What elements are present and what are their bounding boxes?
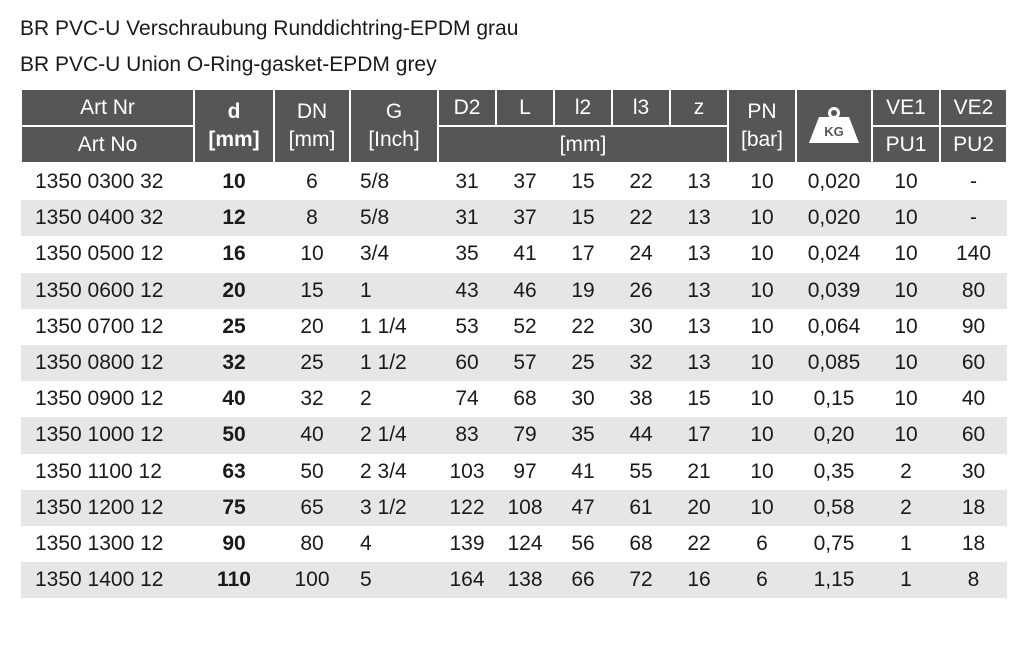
cell-pn: 10: [728, 345, 796, 381]
table-row: [21, 417, 1007, 453]
cell-dn: 80: [300, 531, 324, 555]
cell-ve1: 10: [894, 242, 918, 266]
cell-z: 13: [687, 242, 711, 266]
cell-pn: 10: [750, 170, 774, 194]
header-pn-unit: [bar]: [740, 128, 784, 151]
cell-z: 22: [687, 531, 711, 555]
cell-dn: 50: [300, 459, 324, 483]
cell-g: 2: [360, 387, 372, 411]
cell-l2: 15: [571, 170, 595, 194]
cell-ve2: 18: [940, 490, 1007, 526]
cell-pn: 10: [728, 417, 796, 453]
product-table: [20, 88, 1008, 598]
cell-ve1: 10: [894, 387, 918, 411]
cell-art-no: 1350 0400 32: [21, 200, 194, 236]
cell-d: 10: [222, 170, 246, 194]
cell-l3: 24: [629, 242, 653, 266]
cell-z: 13: [670, 273, 728, 309]
header-art-nr: Art Nr: [21, 89, 194, 126]
cell-dn: 6: [306, 170, 318, 194]
cell-l: 52: [513, 314, 537, 338]
table-row: [21, 345, 1007, 381]
cell-ve1: 10: [894, 314, 918, 338]
cell-l: 138: [496, 562, 554, 598]
cell-l2: 25: [554, 345, 612, 381]
cell-d: 40: [222, 387, 246, 411]
cell-d: 32: [194, 345, 274, 381]
header-pn-label: PN: [747, 100, 777, 123]
cell-ve2: 140: [955, 242, 992, 266]
cell-ve2: 80: [940, 273, 1007, 309]
cell-l3: 61: [612, 490, 670, 526]
cell-pn: 6: [728, 562, 796, 598]
cell-art-no: 1350 0700 12: [35, 314, 164, 338]
cell-dn: 10: [300, 242, 324, 266]
cell-l3: 22: [629, 170, 653, 194]
weight-icon: [807, 107, 861, 145]
cell-ve1: 10: [894, 170, 918, 194]
cell-weight: 0,20: [796, 417, 872, 453]
cell-g: 3 1/2: [350, 490, 438, 526]
table-row: [21, 490, 1007, 526]
cell-ve1: 10: [872, 200, 940, 236]
cell-z: 21: [687, 459, 711, 483]
cell-ve1: 2: [900, 459, 912, 483]
header-weight: [796, 89, 872, 163]
cell-d2: 35: [455, 242, 479, 266]
header-dn-label: DN: [296, 100, 328, 123]
cell-d: 12: [194, 200, 274, 236]
cell-dn: 15: [274, 273, 350, 309]
cell-g: 5/8: [360, 170, 390, 194]
cell-ve1: 10: [872, 345, 940, 381]
cell-g: 2 3/4: [360, 459, 407, 483]
cell-g: 1 1/4: [360, 314, 407, 338]
cell-ve2: 60: [940, 345, 1007, 381]
header-l3: l3: [612, 89, 670, 126]
cell-z: 13: [687, 314, 711, 338]
table-row: [21, 454, 1007, 490]
cell-d2: 31: [438, 200, 496, 236]
cell-ve2: 40: [961, 387, 986, 411]
cell-l3: 38: [629, 387, 653, 411]
cell-dn: 20: [300, 314, 324, 338]
header-d-unit: [mm]: [208, 128, 260, 151]
cell-ve1: 1: [900, 531, 912, 555]
table-row: [21, 236, 1007, 272]
cell-l3: 44: [612, 417, 670, 453]
cell-l: 37: [513, 170, 537, 194]
table-row: [21, 381, 1007, 417]
cell-g: 2 1/4: [350, 417, 438, 453]
cell-l: 108: [496, 490, 554, 526]
cell-d2: 43: [438, 273, 496, 309]
cell-d2: 164: [438, 562, 496, 598]
cell-weight: 0,35: [813, 459, 855, 483]
cell-ve1: 2: [872, 490, 940, 526]
cell-ve2: 18: [961, 531, 986, 555]
cell-l3: 72: [612, 562, 670, 598]
cell-g: 5/8: [350, 200, 438, 236]
cell-d2: 60: [438, 345, 496, 381]
cell-pn: 10: [750, 242, 774, 266]
cell-art-no: 1350 0800 12: [21, 345, 194, 381]
cell-g: 1: [350, 273, 438, 309]
cell-ve2: -: [970, 170, 977, 194]
cell-ve1: 1: [872, 562, 940, 598]
cell-l: 41: [513, 242, 537, 266]
cell-l: 124: [507, 531, 543, 555]
cell-art-no: 1350 1400 12: [21, 562, 194, 598]
cell-d2: 139: [449, 531, 485, 555]
cell-ve2: 30: [961, 459, 986, 483]
cell-l2: 47: [554, 490, 612, 526]
cell-g: 5: [350, 562, 438, 598]
table-row: [21, 562, 1007, 598]
cell-dn: 25: [274, 345, 350, 381]
cell-d2: 103: [449, 459, 485, 483]
cell-l2: 15: [554, 200, 612, 236]
cell-weight: 0,58: [796, 490, 872, 526]
cell-d2: 53: [455, 314, 479, 338]
cell-weight: 0,039: [796, 273, 872, 309]
header-pu2: PU2: [940, 126, 1007, 163]
cell-l2: 41: [571, 459, 595, 483]
cell-l3: 22: [612, 200, 670, 236]
cell-l2: 66: [554, 562, 612, 598]
cell-g: 1 1/2: [350, 345, 438, 381]
cell-weight: 0,75: [813, 531, 855, 555]
cell-d: 25: [222, 314, 246, 338]
table-row: [21, 200, 1007, 236]
cell-weight: 0,085: [796, 345, 872, 381]
table-row: [21, 309, 1007, 345]
cell-d2: 83: [438, 417, 496, 453]
cell-art-no: 1350 0300 32: [35, 170, 164, 194]
cell-z: 13: [670, 345, 728, 381]
header-mm-unit: [mm]: [438, 126, 728, 163]
cell-ve2: 8: [940, 562, 1007, 598]
cell-l: 57: [496, 345, 554, 381]
header-ve2: VE2: [940, 89, 1007, 126]
cell-d: 63: [222, 459, 246, 483]
cell-z: 17: [670, 417, 728, 453]
cell-weight: 0,020: [807, 170, 861, 194]
cell-d: 16: [222, 242, 246, 266]
cell-l: 37: [496, 200, 554, 236]
cell-pn: 10: [728, 273, 796, 309]
cell-g: 3/4: [360, 242, 390, 266]
weight-icon-label: KG: [824, 124, 844, 139]
cell-d: 110: [194, 562, 274, 598]
cell-z: 20: [670, 490, 728, 526]
cell-d: 90: [222, 531, 246, 555]
cell-g: 4: [360, 531, 372, 555]
cell-ve2: -: [940, 200, 1007, 236]
cell-ve2: 90: [961, 314, 986, 338]
cell-art-no: 1350 0600 12: [21, 273, 194, 309]
header-dn: [274, 89, 350, 163]
table-row: [21, 273, 1007, 309]
header-d2: D2: [438, 89, 496, 126]
cell-d2: 31: [455, 170, 479, 194]
cell-art-no: 1350 1100 12: [35, 459, 162, 483]
header-pu1: PU1: [872, 126, 940, 163]
cell-d2: 74: [455, 387, 479, 411]
header-g: [350, 89, 438, 163]
cell-l: 97: [513, 459, 537, 483]
cell-l: 68: [513, 387, 537, 411]
header-z: z: [670, 89, 728, 126]
header-d: [194, 89, 274, 163]
cell-art-no: 1350 1200 12: [21, 490, 194, 526]
header-g-label: G: [385, 100, 403, 123]
header-g-unit: [Inch]: [368, 128, 420, 151]
cell-l2: 22: [571, 314, 595, 338]
header-l: L: [496, 89, 554, 126]
cell-art-no: 1350 1000 12: [21, 417, 194, 453]
header-art-no: Art No: [21, 126, 194, 163]
cell-z: 15: [687, 387, 711, 411]
cell-d2: 122: [438, 490, 496, 526]
cell-d: 50: [194, 417, 274, 453]
cell-art-no: 1350 0500 12: [35, 242, 164, 266]
header-ve1: VE1: [872, 89, 940, 126]
cell-z: 13: [687, 170, 711, 194]
cell-z: 13: [670, 200, 728, 236]
cell-weight: 0,15: [813, 387, 855, 411]
table-row: [21, 526, 1007, 562]
header-d-label: d: [227, 100, 241, 123]
cell-dn: 32: [300, 387, 324, 411]
cell-pn: 10: [750, 459, 774, 483]
cell-ve1: 10: [872, 417, 940, 453]
cell-dn: 8: [274, 200, 350, 236]
cell-z: 16: [670, 562, 728, 598]
cell-dn: 65: [274, 490, 350, 526]
cell-l3: 55: [629, 459, 653, 483]
title-english: BR PVC-U Union O-Ring-gasket-EPDM grey: [20, 53, 437, 76]
cell-ve1: 10: [872, 273, 940, 309]
cell-l2: 30: [571, 387, 595, 411]
cell-weight: 0,024: [807, 242, 861, 266]
cell-l2: 35: [554, 417, 612, 453]
cell-pn: 10: [750, 387, 774, 411]
cell-dn: 100: [274, 562, 350, 598]
cell-l3: 26: [612, 273, 670, 309]
cell-pn: 10: [728, 200, 796, 236]
cell-l3: 68: [629, 531, 653, 555]
cell-art-no: 1350 0900 12: [35, 387, 164, 411]
table-body: [21, 163, 1007, 598]
cell-pn: 6: [756, 531, 768, 555]
cell-ve2: 60: [940, 417, 1007, 453]
cell-d: 75: [194, 490, 274, 526]
header-dn-unit: [mm]: [288, 128, 336, 151]
cell-l3: 30: [629, 314, 653, 338]
cell-l: 46: [496, 273, 554, 309]
cell-weight: 0,064: [807, 314, 861, 338]
cell-dn: 40: [274, 417, 350, 453]
title-german: BR PVC-U Verschraubung Runddichtring-EPDM grau: [20, 17, 519, 40]
cell-weight: 1,15: [796, 562, 872, 598]
cell-pn: 10: [750, 314, 774, 338]
cell-l: 79: [496, 417, 554, 453]
table-row: [21, 163, 1007, 200]
header-l2: l2: [554, 89, 612, 126]
cell-l2: 17: [571, 242, 595, 266]
cell-pn: 10: [728, 490, 796, 526]
cell-l2: 56: [571, 531, 595, 555]
header-pn: [728, 89, 796, 163]
cell-art-no: 1350 1300 12: [35, 531, 164, 555]
cell-d: 20: [194, 273, 274, 309]
cell-l2: 19: [554, 273, 612, 309]
cell-l3: 32: [612, 345, 670, 381]
cell-weight: 0,020: [796, 200, 872, 236]
